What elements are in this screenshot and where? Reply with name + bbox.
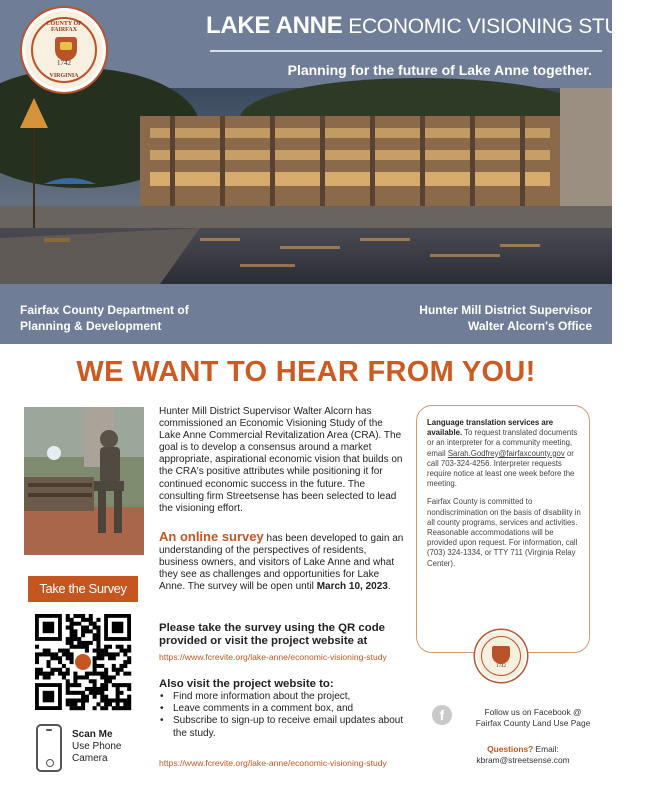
nondiscrimination-text: Fairfax County is committed to nondiscrimination on the basis of disability in all county programs, services and activities. Reasonable accommodations will be provided upon request. For information, call (703) 324-1334, or TTY 711 (Virginia Relay Center). bbox=[427, 497, 581, 568]
title-lake-anne: LAKE ANNE bbox=[206, 12, 343, 39]
list-item: • Find more information about the project, bbox=[159, 691, 409, 703]
title-rest: ECONOMIC VISIONING STUDY bbox=[348, 15, 648, 38]
seal-bottom-text: VIRGINIA bbox=[49, 73, 79, 79]
intro-paragraph: Hunter Mill District Supervisor Walter Alcorn has commissioned an Economic Visioning Study of the Lake Anne Commercial Revitalization Area (CRA). The goal is to develop a consensus around a market appropriate, aspirational economic vision that builds on the CRA's positive attributes while positioning it for continued economic success in the future. The consulting firm Streetsense has been selected to lead the visioning effort. bbox=[159, 406, 403, 514]
supervisor-line1: Hunter Mill District Supervisor bbox=[419, 303, 592, 317]
statue-photo bbox=[24, 407, 144, 555]
facebook-line2[interactable]: Fairfax County Land Use Page bbox=[475, 717, 591, 728]
questions-contact bbox=[448, 744, 598, 766]
scan-instructions bbox=[72, 729, 121, 765]
survey-deadline: March 10, 2023 bbox=[316, 581, 388, 593]
department-label bbox=[20, 302, 189, 334]
project-website-link-bottom[interactable]: https://www.fcrevite.org/lake-anne/economic-visioning-study bbox=[159, 758, 387, 768]
seal-small-year: 1742 bbox=[496, 664, 506, 669]
study-title bbox=[206, 12, 648, 40]
language-bold: Language translation services are available. bbox=[427, 418, 554, 438]
survey-end: . bbox=[387, 581, 391, 593]
seal-top-text: COUNTY OF FAIRFAX bbox=[46, 21, 82, 33]
facebook-icon[interactable]: f bbox=[432, 705, 452, 725]
scan-line1: Use Phone bbox=[72, 741, 122, 752]
scan-title: Scan Me bbox=[72, 729, 113, 740]
language-services bbox=[427, 418, 581, 489]
department-line2: Planning & Development bbox=[20, 319, 162, 333]
survey-lead: An online survey bbox=[159, 529, 264, 544]
lake-anne-photo bbox=[0, 88, 612, 284]
language-text1: To request translated documents or an interpreter for a community meeting, email bbox=[427, 428, 578, 458]
survey-paragraph bbox=[159, 531, 405, 593]
accessibility-box bbox=[416, 405, 590, 653]
facebook-text bbox=[458, 707, 608, 728]
study-subtitle: Planning for the future of Lake Anne together. bbox=[287, 62, 592, 78]
seal-shield-icon bbox=[55, 37, 77, 61]
qr-prompt: Please take the survey using the QR code provided or visit the project website at bbox=[159, 622, 385, 647]
project-website-link[interactable]: https://www.fcrevite.org/lake-anne/economic-visioning-study bbox=[159, 652, 387, 662]
survey-qr-code[interactable] bbox=[35, 614, 131, 710]
sponsor-band bbox=[0, 284, 612, 344]
questions-label: Questions? bbox=[487, 744, 534, 754]
phone-icon bbox=[36, 724, 62, 772]
supervisor-line2: Walter Alcorn's Office bbox=[468, 319, 592, 333]
facebook-line1: Follow us on Facebook @ bbox=[484, 707, 582, 717]
main-headline: WE WANT TO HEAR FROM YOU! bbox=[76, 356, 536, 388]
list-item: • Leave comments in a comment box, and bbox=[159, 703, 409, 715]
visit-heading: Also visit the project website to: bbox=[159, 678, 334, 690]
county-seal-small-logo bbox=[475, 630, 527, 682]
language-text2: or call 703-324-4256. Interpreter requests require notice at least one week before the meeting. bbox=[427, 448, 575, 489]
header-divider bbox=[210, 50, 602, 52]
questions-email-link[interactable]: kbram@streetsense.com bbox=[476, 755, 570, 765]
qr-center-logo bbox=[75, 654, 91, 670]
language-email-link[interactable]: Sarah.Godfrey@fairfaxcounty.gov bbox=[447, 448, 565, 458]
department-line1: Fairfax County Department of bbox=[20, 303, 189, 317]
county-seal-logo bbox=[22, 8, 106, 92]
seal-year: 1742 bbox=[57, 59, 71, 67]
questions-text: Email: bbox=[533, 744, 559, 754]
visit-list bbox=[159, 691, 409, 740]
list-item: • Subscribe to sign-up to receive email updates about the study. bbox=[159, 715, 409, 739]
survey-body: has been developed to gain an understanding of the perspectives of residents, business owners, and visitors of Lake Anne and what they see as challenges and opportunities for Lake Anne. The survey will be open until bbox=[159, 533, 404, 593]
seal-small-shield-icon bbox=[492, 646, 510, 664]
seal-ring bbox=[31, 17, 97, 83]
supervisor-label bbox=[419, 302, 592, 334]
take-survey-button[interactable]: Take the Survey bbox=[28, 576, 138, 602]
scan-line2: Camera bbox=[72, 753, 108, 764]
